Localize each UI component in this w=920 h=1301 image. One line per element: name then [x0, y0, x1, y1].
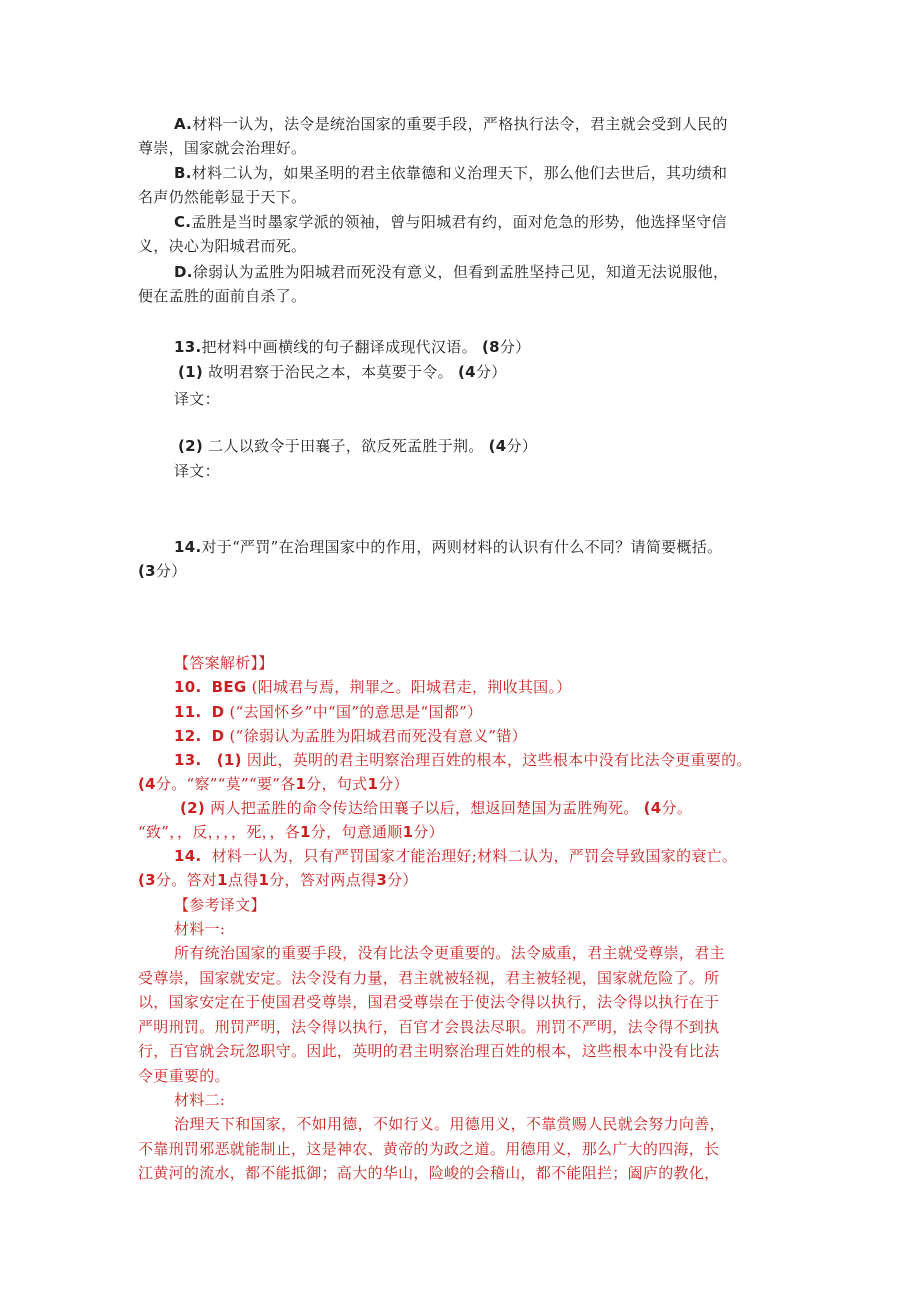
answer-13-sub1-score-f: 分）: [378, 775, 409, 793]
option-c-line1: 孟胜是当时墨家学派的领袖，曾与阳城君有约，面对危急的形势，他选择坚守信: [191, 213, 727, 231]
q13-sub2-score-num: (4: [488, 437, 507, 455]
q13-sub2-score-unit: 分）: [506, 437, 538, 455]
option-d-letter: D.: [174, 263, 193, 281]
q13-sub1-number: (1): [178, 363, 204, 381]
q13-sub2-text: 二人以致令于田襄子，欲反死孟胜于荆。: [208, 437, 484, 455]
material-one-line: 受尊崇，国家就安定。法令没有力量，君主就被轻视，君主被轻视，国家就危险了。所: [138, 968, 720, 987]
option-a: [138, 112, 728, 160]
answer-14-number: 14.: [174, 847, 202, 865]
answer-11-number: 11.: [174, 703, 202, 721]
option-a-line1: 材料一认为，法令是统治国家的重要手段，严格执行法令，君主就会受到人民的: [192, 115, 728, 133]
q14-score-num: (3: [138, 562, 156, 580]
answer-10: [174, 675, 572, 699]
option-d: [138, 260, 728, 308]
answer-14-score-d: 点得: [227, 871, 259, 889]
answer-13-sub1-score-c: 1: [295, 775, 307, 793]
q13-score-num: (8: [481, 338, 500, 356]
answer-12-text: (“徐弱认为孟胜为阳城君而死没有意义”错）: [229, 727, 527, 745]
option-c-line2: 义，决心为阳城君而死。: [138, 237, 307, 255]
option-a-letter: A.: [174, 115, 193, 133]
answer-13-sub1-score-e: 1: [367, 775, 379, 793]
option-b-letter: B.: [174, 164, 192, 182]
material-one-translation: [138, 941, 725, 1089]
answer-header: 【答案解析】】: [174, 654, 274, 672]
material-one-line: 以，国家安定在于使国君受尊崇，国君受尊崇在于使法令得以执行，法令得以执行在于: [138, 993, 720, 1012]
option-c: [138, 210, 727, 258]
answer-14-score-a: (3: [138, 871, 156, 889]
answer-14-score-e: 1: [258, 871, 270, 889]
answer-13: [138, 748, 752, 844]
material-one-label: 材料一:: [174, 920, 226, 938]
q13-text: 把材料中画横线的句子翻译成现代汉语。: [201, 338, 477, 356]
material-two-line: 江黄河的流水，都不能抵御；高大的华山，险峻的会稽山，都不能阻拦；阖庐的教化，: [138, 1164, 720, 1183]
question-14: [138, 535, 722, 583]
answer-14-score-h: 分）: [387, 871, 418, 889]
answer-13-sub2-number: (2): [180, 799, 206, 817]
answer-13-number: 13.: [174, 751, 202, 769]
answer-13-sub2-score-g: 分）: [413, 823, 444, 841]
material-two-line: 治理天下和国家，不如用德，不如行义。用德用义，不靠赏赐人民就会努力向善，: [174, 1115, 725, 1133]
answer-10-key: BEG: [211, 678, 247, 696]
answer-14-text: 材料一认为，只有严罚国家才能治理好;材料二认为，严罚会导致国家的衰亡。: [211, 847, 738, 865]
q13-sub1-score-num: (4: [458, 363, 476, 381]
answer-14: [138, 844, 737, 892]
q13-sub2-number: (2): [178, 437, 204, 455]
answer-10-text: (阳城君与焉，荆罪之。阳城君走，荆收其国。）: [251, 678, 572, 696]
option-b: [138, 161, 727, 209]
q13-sub1-score-unit: 分）: [475, 363, 507, 381]
answer-14-score-g: 3: [376, 871, 388, 889]
q13-sub1-text: 故明君察于治民之本，本莫要于令。: [208, 363, 453, 381]
q13-sub2-answer-label: 译文：: [174, 462, 220, 480]
q14-number: 14.: [174, 538, 202, 556]
reference-translation-header: 【参考译文】: [174, 896, 266, 914]
q13-sub1: [178, 360, 507, 384]
material-two-translation: [138, 1112, 725, 1186]
answer-13-sub2-score-f: 1: [402, 823, 414, 841]
answer-13-sub1-number: (1): [216, 751, 242, 769]
option-a-line2: 尊崇，国家就会治理好。: [138, 139, 307, 157]
answer-12-number: 12.: [174, 727, 202, 745]
question-13: [174, 335, 530, 359]
option-b-line2: 名声仍然能彰显于天下。: [138, 188, 307, 206]
answer-12-key: D: [211, 727, 225, 745]
material-one-line: 令更重要的。: [138, 1066, 230, 1085]
answer-13-sub2-score-d: 1: [300, 823, 311, 841]
answer-13-sub1-score-a: (4: [138, 775, 156, 793]
answer-10-number: 10.: [174, 678, 202, 696]
answer-13-sub2-score-b: 分。: [661, 799, 693, 817]
answer-13-sub1-text: 因此，英明的君主明察治理百姓的根本，这些根本中没有比法令更重要的。: [246, 751, 752, 769]
answer-14-score-b: 分。答对: [155, 871, 218, 889]
q13-sub1-answer-label: 译文：: [174, 390, 220, 408]
answer-13-sub1-score-b: 分。“察”“莫”“要”各: [155, 775, 296, 793]
answer-11-text: (“去国怀乡”中“国”的意思是“国都”）: [229, 703, 483, 721]
answer-14-score-f: 分，答对两点得: [269, 871, 377, 889]
answer-13-sub1-score-d: 分，句式: [306, 775, 368, 793]
answer-13-sub2-score-e: 分，句意通顺: [310, 823, 403, 841]
option-c-letter: C.: [174, 213, 192, 231]
q13-sub2: [178, 434, 537, 458]
q13-score-unit: 分）: [499, 338, 531, 356]
answer-11-key: D: [211, 703, 225, 721]
material-two-line: 不靠刑罚邪恶就能制止，这是神农、黄帝的为政之道。用德用义，那么广大的四海，长: [138, 1139, 720, 1158]
answer-12: [174, 724, 527, 748]
q13-number: 13.: [174, 338, 202, 356]
material-one-line: 严明刑罚。刑罚严明，法令得以执行，百官才会畏法尽职。刑罚不严明，法令得不到执: [138, 1017, 720, 1036]
q14-text: 对于“严罚”在治理国家中的作用，两则材料的认识有什么不同？请简要概括。: [201, 538, 723, 556]
answer-13-sub2-score-a: (4: [643, 799, 662, 817]
material-one-line: 行，百官就会玩忽职守。因此，英明的君主明察治理百姓的根本，这些根本中没有比法: [138, 1042, 720, 1061]
option-d-line1: 徐弱认为孟胜为阳城君而死没有意义，但看到孟胜坚持己见，知道无法说服他，: [192, 263, 729, 281]
q14-score-unit: 分）: [155, 562, 187, 580]
option-b-line1: 材料二认为，如果圣明的君主依靠德和义治理天下，那么他们去世后，其功绩和: [191, 164, 728, 182]
answer-13-sub2-text: 两人把孟胜的命令传达给田襄子以后，想返回楚国为孟胜殉死。: [210, 799, 639, 817]
answer-14-score-c: 1: [217, 871, 228, 889]
material-one-line: 所有统治国家的重要手段，没有比法令更重要的。法令威重，君主就受尊崇，君主: [174, 944, 725, 962]
answer-11: [174, 700, 482, 724]
option-d-line2: 便在孟胜的面前自杀了。: [138, 287, 307, 305]
answer-13-sub2-score-c: “致”，，反，，，，死，，各: [138, 823, 301, 841]
material-two-label: 材料二:: [174, 1091, 226, 1109]
